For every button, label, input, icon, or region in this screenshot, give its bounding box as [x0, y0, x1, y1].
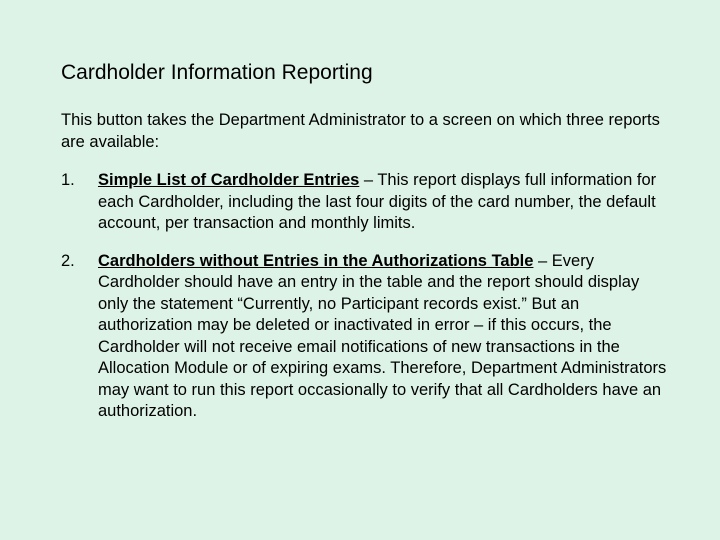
item-separator: –: [533, 251, 552, 270]
item-number: 2.: [61, 251, 75, 270]
item-body: [98, 170, 671, 235]
slide-title: Cardholder Information Reporting: [61, 61, 373, 84]
item-text: This report displays full information for each Cardholder, including the last four digits of the card number, the default account, per transaction and monthly limits.: [98, 171, 657, 232]
item-number: 1.: [61, 171, 75, 189]
item-separator: –: [359, 171, 378, 189]
item-text: Every Cardholder should have an entry in the table and the report should display only the statement “Currently, no Participant records exist.” But an authorization may be deleted or inactivated in error – if this occurs, the Cardholder will not receive email notifications of new transactions in the Allocation Module or of expiring exams. Therefore, Department Administrators may want to run this report occasionally to verify that all Cardholders have an authorization.: [98, 251, 667, 420]
item-body: [98, 251, 671, 423]
list-item: [61, 251, 671, 423]
intro-paragraph: This button takes the Department Administrator to a screen on which three reports are available:: [61, 111, 660, 151]
report-list: [61, 170, 671, 439]
list-item: [61, 170, 671, 235]
item-title: Simple List of Cardholder Entries: [98, 171, 360, 189]
item-title: Cardholders without Entries in the Authorizations Table: [98, 251, 534, 270]
